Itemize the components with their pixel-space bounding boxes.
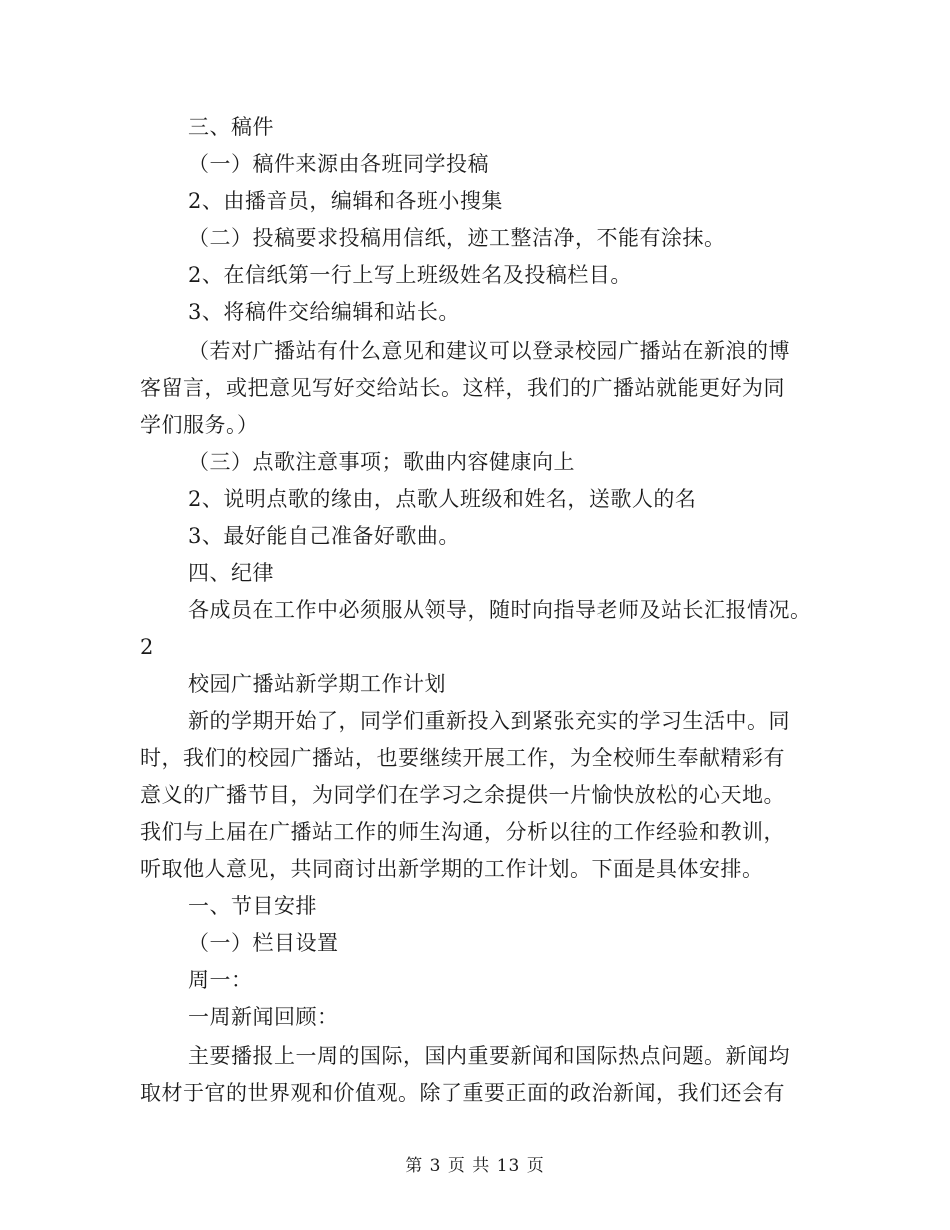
paragraph-line: 取材于官的世界观和价值观。除了重要正面的政治新闻，我们还会有 [140, 1081, 785, 1105]
subsection-heading: （一）栏目设置 [188, 931, 339, 955]
section-heading-discipline: 四、纪律 [188, 561, 274, 585]
paragraph-line: （若对广播站有什么意见和建议可以登录校园广播站在新浪的博 [188, 339, 790, 363]
paragraph-line: 意义的广播节目，为同学们在学习之余提供一片愉快放松的心天地。 [140, 783, 785, 807]
paragraph-line: （一）稿件来源由各班同学投稿 [188, 152, 489, 176]
paragraph-line: 3、最好能自己准备好歌曲。 [188, 524, 460, 548]
paragraph-line: 周一： [188, 968, 253, 992]
paragraph-line: 客留言，或把意见写好交给站长。这样，我们的广播站就能更好为同 [140, 376, 785, 400]
paragraph-line: 时，我们的校园广播站，也要继续开展工作，为全校师生奉献精彩有 [140, 746, 785, 770]
paragraph-line: 各成员在工作中必须服从领导，随时向指导老师及站长汇报情况。 [188, 598, 812, 622]
paragraph-line: 主要播报上一周的国际，国内重要新闻和国际热点问题。新闻均 [188, 1044, 790, 1068]
section-number: 2 [140, 635, 154, 659]
article-title: 校园广播站新学期工作计划 [188, 672, 446, 696]
section-heading-programs: 一、节目安排 [188, 894, 317, 918]
paragraph-line: 3、将稿件交给编辑和站长。 [188, 300, 460, 324]
paragraph-line: 2、由播音员，编辑和各班小搜集 [188, 189, 503, 213]
paragraph-line: 新的学期开始了，同学们重新投入到紧张充实的学习生活中。同 [188, 709, 790, 733]
paragraph-line: 听取他人意见，共同商讨出新学期的工作计划。下面是具体安排。 [140, 857, 764, 881]
section-heading-manuscripts: 三、稿件 [188, 115, 274, 139]
paragraph-line: （三）点歌注意事项；歌曲内容健康向上 [188, 450, 575, 474]
paragraph-line: 学们服务。） [140, 413, 259, 437]
paragraph-line: 我们与上届在广播站工作的师生沟通，分析以往的工作经验和教训， [140, 820, 785, 844]
page-number-footer: 第 3 页 共 13 页 [405, 1156, 545, 1176]
paragraph-line: 2、说明点歌的缘由，点歌人班级和姓名，送歌人的名 [188, 487, 697, 511]
paragraph-line: （二）投稿要求投稿用信纸，迹工整洁净，不能有涂抹。 [188, 226, 726, 250]
paragraph-line: 一周新闻回顾： [188, 1005, 339, 1029]
paragraph-line: 2、在信纸第一行上写上班级姓名及投稿栏目。 [188, 263, 632, 287]
